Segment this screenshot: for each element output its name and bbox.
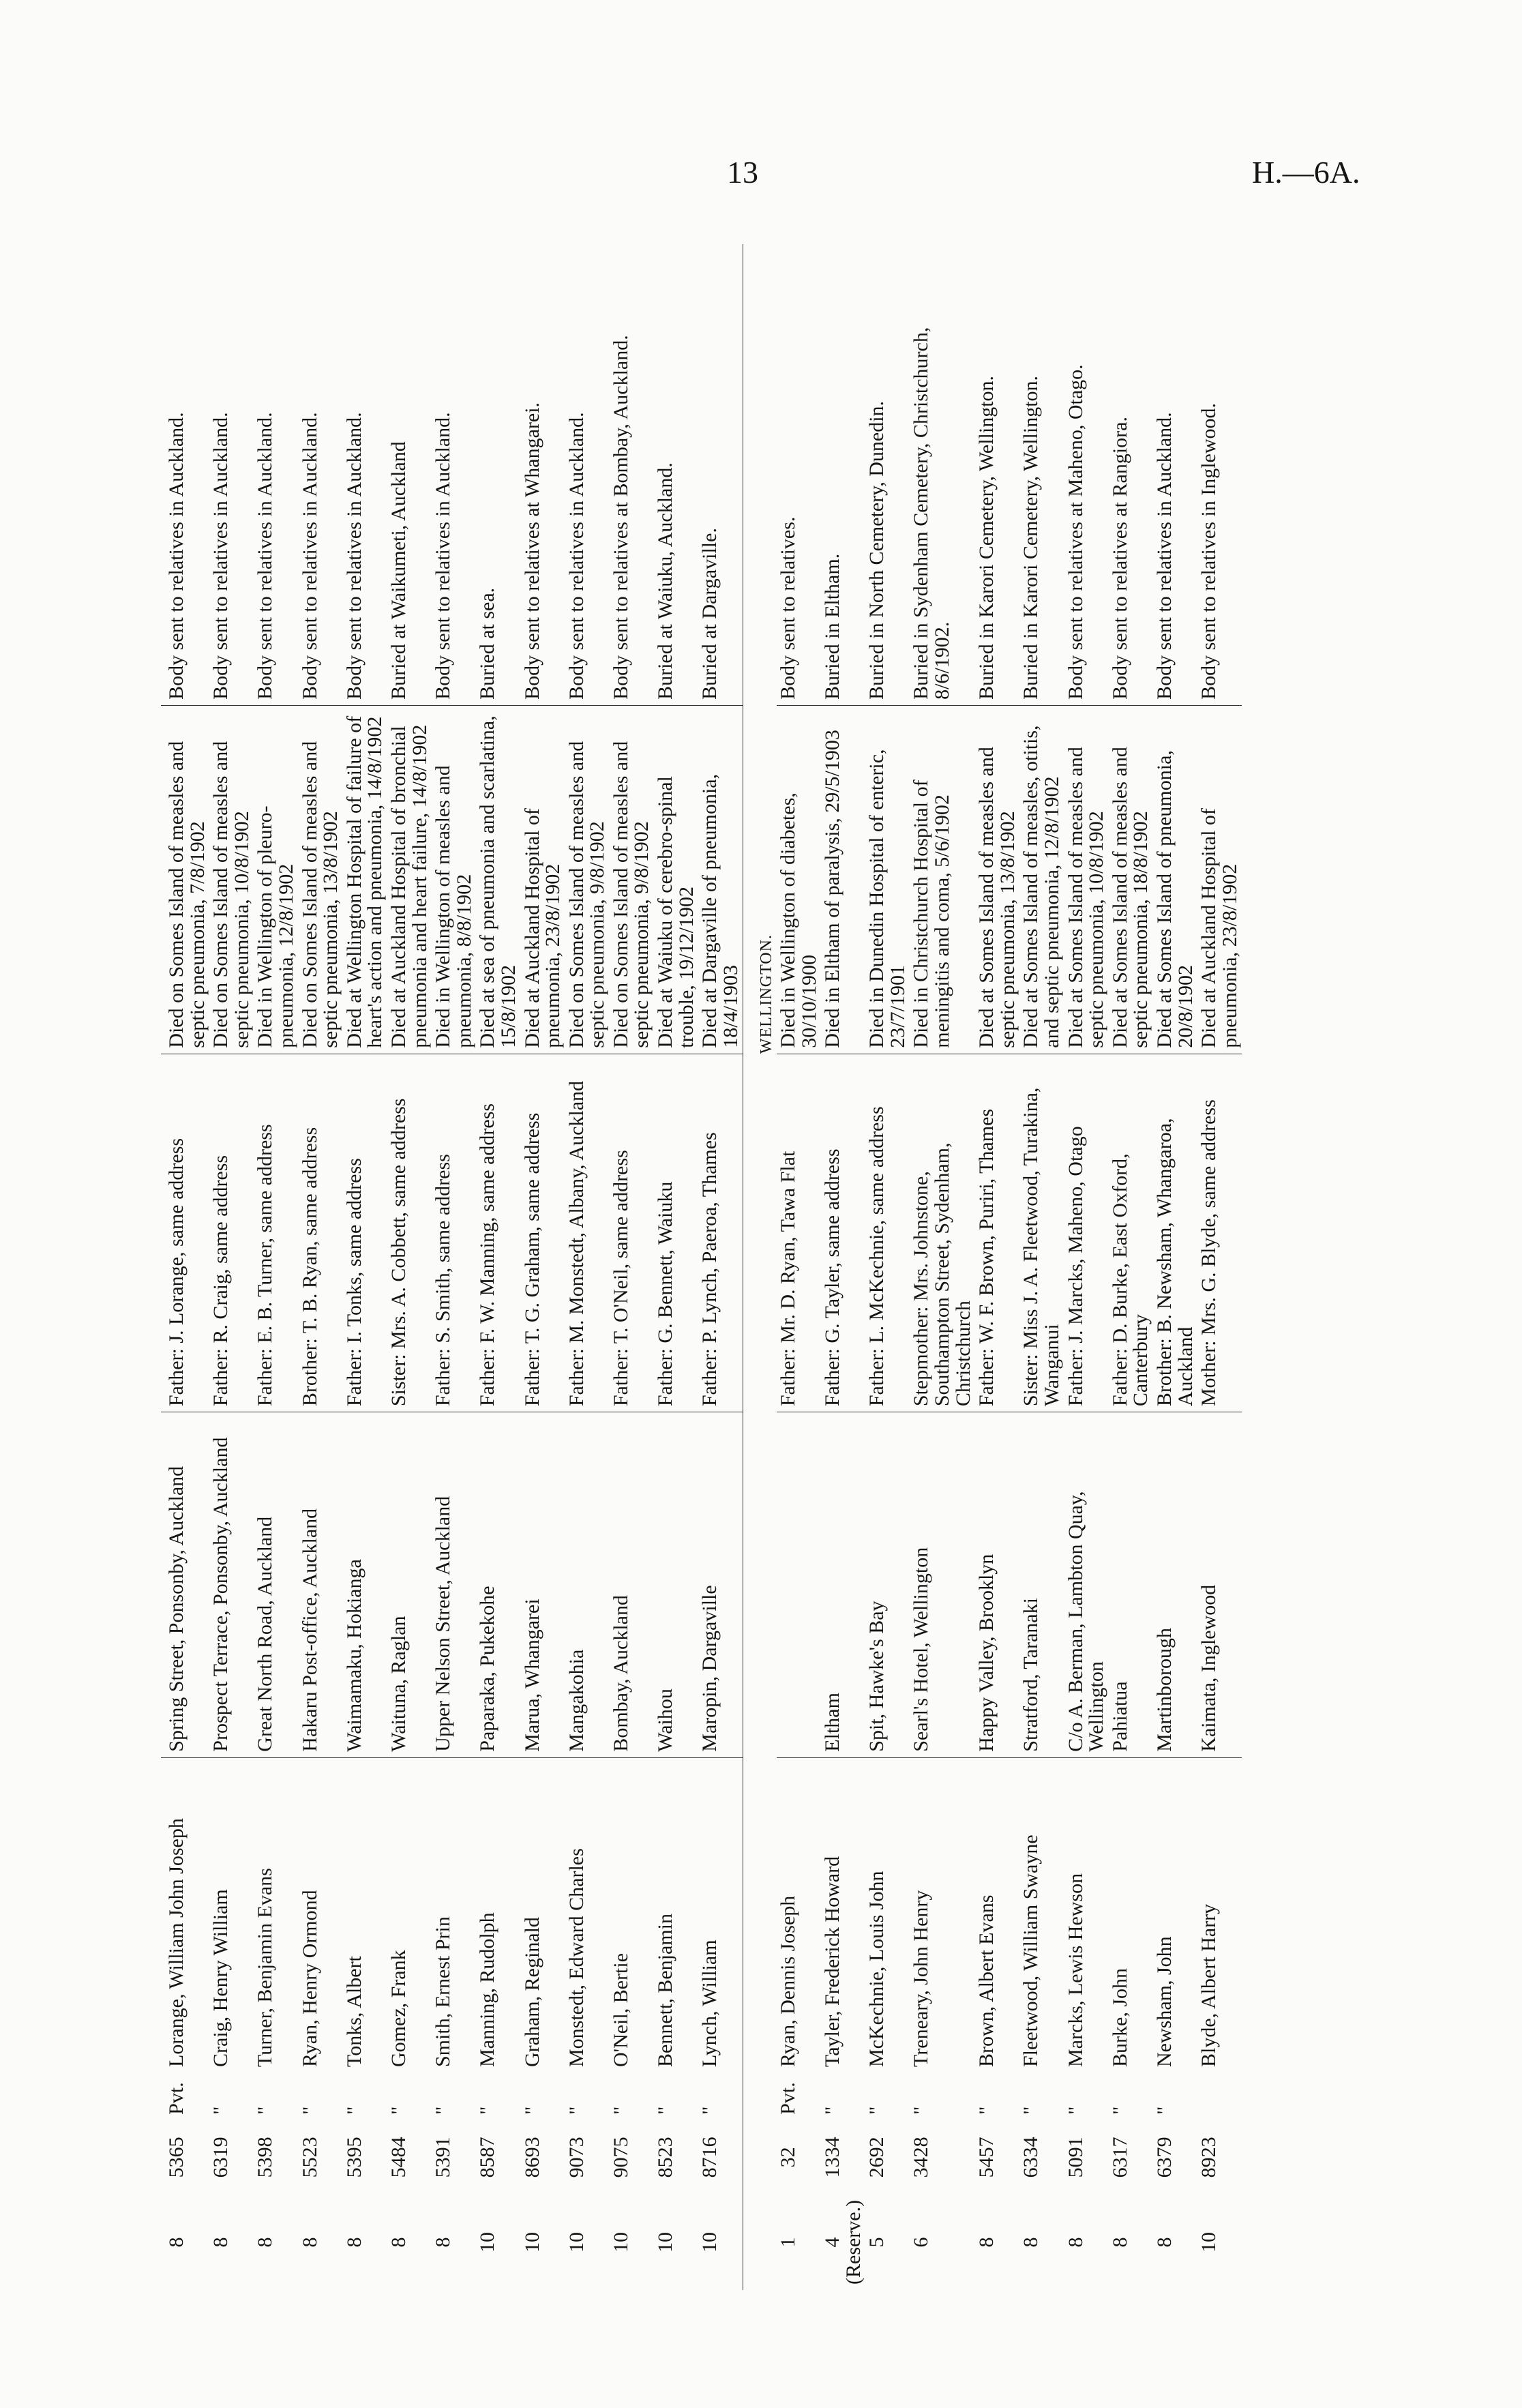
table-row	[777, 244, 821, 2290]
address-cell: C/o A. Berman, Lambton Quay, Wellington	[1064, 1412, 1109, 1758]
rank-cell: Pvt.	[165, 2082, 188, 2115]
cause-of-death-cell: Died on Somes Island of measles and septic pneumonia, 9/8/1902	[610, 705, 654, 1054]
name-cell: Marcks, Lewis Hewson	[1064, 1873, 1087, 2067]
burial-cell: Buried in Karori Cemetery, Wellington.	[1019, 244, 1064, 705]
table-row	[1019, 244, 1064, 2290]
regimental-number-cell: 5398	[254, 2137, 277, 2178]
contingent-cell: 10	[476, 2231, 499, 2253]
rank-cell: "	[342, 2106, 365, 2115]
regimental-number-cell: 3428	[910, 2137, 933, 2178]
regimental-number-cell: 5091	[1064, 2137, 1087, 2178]
regimental-number-cell: 32	[776, 2147, 799, 2168]
rank-cell: Pvt.	[776, 2082, 799, 2115]
regimental-number-cell: 5395	[342, 2137, 365, 2178]
contingent-cell: 6	[910, 2237, 933, 2248]
burial-cell: Body sent to relatives in Auckland.	[432, 244, 476, 705]
regimental-number-cell: 6317	[1108, 2137, 1131, 2178]
rank-cell: "	[609, 2106, 632, 2115]
next-of-kin-cell: Father: S. Smith, same address	[432, 1054, 476, 1412]
rank-cell: "	[476, 2106, 499, 2115]
cause-of-death-cell: Died at Somes Island of measles and septic pneumonia, 13/8/1902	[975, 705, 1019, 1054]
cause-of-death-cell: Died in Christchurch Hospital of meningitis and coma, 5/6/1902	[910, 705, 975, 1054]
regimental-number-cell: 2692	[865, 2137, 889, 2178]
address-cell: Kaimata, Inglewood	[1197, 1412, 1242, 1758]
burial-cell: Buried at Dargaville.	[698, 244, 743, 705]
regimental-number-cell: 6319	[209, 2137, 233, 2178]
next-of-kin-cell: Father: G. Tayler, same address	[821, 1054, 865, 1412]
burial-cell: Buried in North Cemetery, Dunedin.	[865, 244, 910, 705]
next-of-kin-cell: Sister: Miss J. A. Fleetwood, Turakina, Wanganui	[1019, 1054, 1064, 1412]
contingent-cell: 8	[254, 2237, 277, 2248]
cause-of-death-cell: Died in Wellington of measles and pneumonia, 8/8/1902	[432, 705, 476, 1054]
burial-cell: Body sent to relatives in Inglewood.	[1197, 244, 1242, 705]
rank-cell: "	[565, 2106, 588, 2115]
contingent-cell: 8	[1019, 2237, 1043, 2248]
rank-cell: "	[298, 2106, 321, 2115]
table-row	[432, 244, 476, 2290]
cause-of-death-cell: Died at Auckland Hospital of pneumonia, 23/8/1902	[1197, 705, 1242, 1054]
next-of-kin-cell: Father: M. Monstedt, Albany, Auckland	[565, 1054, 610, 1412]
next-of-kin-cell: Father: J. Lorange, same address	[161, 1054, 209, 1412]
table-row	[1197, 244, 1242, 2290]
next-of-kin-cell: Father: T. G. Graham, same address	[521, 1054, 565, 1412]
burial-cell: Buried at Waikumeti, Auckland	[387, 244, 432, 705]
name-cell: Turner, Benjamin Evans	[254, 1868, 277, 2067]
address-cell: Mangakohia	[565, 1412, 610, 1758]
contingent-cell: 8	[387, 2237, 410, 2248]
next-of-kin-cell: Father: F. W. Manning, same address	[476, 1054, 520, 1412]
address-cell: Spring Street, Ponsonby, Auckland	[161, 1412, 209, 1758]
burial-cell: Body sent to relatives at Maheno, Otago.	[1064, 244, 1109, 705]
rotated-table-container	[161, 244, 1351, 2290]
address-cell: Bombay, Auckland	[610, 1412, 654, 1758]
regimental-number-cell: 5484	[387, 2137, 410, 2178]
name-cell: Gomez, Frank	[387, 1950, 410, 2067]
contingent-cell: 8	[432, 2237, 455, 2248]
cause-of-death-cell: Died on Somes Island of measles and septic pneumonia, 7/8/1902	[161, 705, 209, 1054]
regimental-number-cell: 8923	[1197, 2137, 1221, 2178]
contingent-cell: 8	[165, 2237, 188, 2248]
next-of-kin-cell: Father: G. Bennett, Waiuku	[654, 1054, 698, 1412]
cause-of-death-cell: Died at Auckland Hospital of bronchial pneumonia and heart failure, 14/8/1902	[387, 705, 432, 1054]
address-cell: Happy Valley, Brooklyn	[975, 1412, 1019, 1758]
address-cell: Great North Road, Auckland	[254, 1412, 298, 1758]
contingent-cell: 10	[698, 2231, 721, 2253]
table-row	[343, 244, 387, 2290]
contingent-cell: 8	[342, 2237, 365, 2248]
regimental-number-cell: 5391	[432, 2137, 455, 2178]
burial-cell: Body sent to relatives in Auckland.	[209, 244, 254, 705]
regimental-number-cell: 8693	[520, 2137, 543, 2178]
table-row	[610, 244, 654, 2290]
next-of-kin-cell: Father: E. B. Turner, same address	[254, 1054, 298, 1412]
table-row	[209, 244, 254, 2290]
table-row	[975, 244, 1019, 2290]
burial-cell: Body sent to relatives in Auckland.	[161, 244, 209, 705]
name-cell: McKechnie, Louis John	[865, 1871, 889, 2067]
rank-cell: "	[975, 2106, 998, 2115]
cause-of-death-cell: Died at Somes Island of pneumonia, 20/8/1902	[1153, 705, 1197, 1054]
name-cell: Ryan, Henry Ormond	[298, 1890, 321, 2067]
contingent-cell: 1	[776, 2237, 799, 2248]
regimental-number-cell: 8587	[476, 2137, 499, 2178]
rank-cell: "	[910, 2106, 933, 2115]
next-of-kin-cell: Father: T. O'Neil, same address	[610, 1054, 654, 1412]
burial-cell: Body sent to relatives at Bombay, Auckland.	[610, 244, 654, 705]
table-row	[565, 244, 610, 2290]
name-cell: Smith, Ernest Prin	[432, 1916, 455, 2067]
name-cell: Graham, Reginald	[520, 1917, 543, 2067]
table-row	[254, 244, 298, 2290]
section-heading: WELLINGTON.	[758, 934, 776, 1054]
address-cell: Paparaka, Pukekohe	[476, 1412, 520, 1758]
section-heading-block	[743, 244, 777, 2290]
cause-of-death-cell: Died in Wellington of diabetes, 30/10/1900	[777, 705, 821, 1054]
next-of-kin-cell: Sister: Mrs. A. Cobbett, same address	[387, 1054, 432, 1412]
rank-cell: "	[254, 2106, 277, 2115]
cause-of-death-cell: Died at Somes Island of measles and septic pneumonia, 18/8/1902	[1109, 705, 1153, 1054]
burial-cell: Buried at Waiuku, Auckland.	[654, 244, 698, 705]
regimental-number-cell: 5457	[975, 2137, 998, 2178]
rank-cell: "	[821, 2106, 844, 2115]
address-cell: Waimamaku, Hokianga	[343, 1412, 387, 1758]
table-row	[865, 244, 910, 2290]
burial-cell: Body sent to relatives in Auckland.	[1153, 244, 1197, 705]
rank-cell: "	[1153, 2106, 1176, 2115]
name-cell: Blyde, Albert Harry	[1197, 1903, 1221, 2067]
regimental-number-cell: 1334	[821, 2137, 844, 2178]
cause-of-death-cell: Died in Eltham of paralysis, 29/5/1903	[821, 705, 865, 1054]
name-cell: Newsham, John	[1153, 1936, 1176, 2067]
contingent-cell: 8	[209, 2237, 233, 2248]
next-of-kin-cell: Brother: T. B. Ryan, same address	[299, 1054, 343, 1412]
rank-cell: "	[520, 2106, 543, 2115]
table-row	[299, 244, 343, 2290]
next-of-kin-cell: Father: D. Burke, East Oxford, Canterbury	[1109, 1054, 1153, 1412]
burial-cell: Buried in Eltham.	[821, 244, 865, 705]
rank-cell: "	[209, 2106, 233, 2115]
cause-of-death-cell: Died on Somes Island of measles and septic pneumonia, 13/8/1902	[299, 705, 343, 1054]
address-cell: Spit, Hawke's Bay	[865, 1412, 910, 1758]
name-cell: Brown, Albert Evans	[975, 1894, 998, 2067]
regimental-number-cell: 6334	[1019, 2137, 1043, 2178]
burial-cell: Buried in Karori Cemetery, Wellington.	[975, 244, 1019, 705]
regimental-number-cell: 8523	[654, 2137, 677, 2178]
regimental-number-cell: 6379	[1153, 2137, 1176, 2178]
contingent-cell: 10	[1197, 2231, 1221, 2253]
table-row	[1064, 244, 1109, 2290]
address-cell	[777, 1412, 821, 1758]
contingent-cell: 10	[654, 2231, 677, 2253]
next-of-kin-cell: Father: Mr. D. Ryan, Tawa Flat	[777, 1054, 821, 1412]
name-cell: Craig, Henry William	[209, 1889, 233, 2067]
name-cell: Tonks, Albert	[342, 1956, 365, 2067]
contingent-cell: 4 (Reserve.)	[821, 2199, 865, 2285]
next-of-kin-cell: Brother: B. Newsham, Whangaroa, Auckland	[1153, 1054, 1197, 1412]
address-cell: Waihou	[654, 1412, 698, 1758]
cause-of-death-cell: Died at Somes Island of measles, otitis, and septic pneumonia, 12/8/1902	[1019, 705, 1064, 1054]
address-cell: Pahiatua	[1109, 1412, 1153, 1758]
cause-of-death-cell: Died on Somes Island of measles and septic pneumonia, 9/8/1902	[565, 705, 610, 1054]
burial-cell: Buried in Sydenham Cemetery, Christchurch, 8/6/1902.	[910, 244, 975, 705]
regimental-number-cell: 8716	[698, 2137, 721, 2178]
contingent-cell: 8	[975, 2237, 998, 2248]
next-of-kin-cell: Stepmother: Mrs. Johnstone, Southampton Street, Sydenham, Christchurch	[910, 1054, 975, 1412]
rank-cell: "	[432, 2106, 455, 2115]
contingent-cell: 10	[565, 2231, 588, 2253]
address-cell: Eltham	[821, 1412, 865, 1758]
next-of-kin-cell: Father: R. Craig, same address	[209, 1054, 254, 1412]
rank-cell	[1197, 2072, 1242, 2120]
name-cell: Monstedt, Edward Charles	[565, 1848, 588, 2067]
contingent-cell: 8	[1153, 2237, 1176, 2248]
burial-cell: Buried at sea.	[476, 244, 520, 705]
cause-of-death-cell: Died at Wellington Hospital of failure of heart's action and pneumonia, 14/8/1902	[343, 705, 387, 1054]
cause-of-death-cell: Died at Somes Island of measles and septic pneumonia, 10/8/1902	[1064, 705, 1109, 1054]
next-of-kin-cell: Father: P. Lynch, Paeroa, Thames	[698, 1054, 743, 1412]
burial-cell: Body sent to relatives at Whangarei.	[521, 244, 565, 705]
address-cell: Maropin, Dargaville	[698, 1412, 743, 1758]
regimental-number-cell: 9075	[609, 2137, 632, 2178]
rank-cell: "	[1064, 2106, 1087, 2115]
regimental-number-cell: 9073	[565, 2137, 588, 2178]
casualty-table	[161, 244, 1242, 2290]
burial-cell: Body sent to relatives in Auckland.	[254, 244, 298, 705]
name-cell: Treneary, John Henry	[910, 1890, 933, 2067]
address-cell: Searl's Hotel, Wellington	[910, 1412, 975, 1758]
lower-section	[777, 244, 1242, 2290]
regimental-number-cell: 5365	[165, 2137, 188, 2178]
table-row	[161, 244, 209, 2290]
name-cell: O'Neil, Bertie	[609, 1952, 632, 2067]
next-of-kin-cell: Father: J. Marcks, Maheno, Otago	[1064, 1054, 1109, 1412]
upper-section	[161, 244, 743, 2290]
table-row	[910, 244, 975, 2290]
cause-of-death-cell: Died at Waiuku of cerebro-spinal trouble, 19/12/1902	[654, 705, 698, 1054]
burial-cell: Body sent to relatives in Auckland.	[343, 244, 387, 705]
table-row	[476, 244, 520, 2290]
address-cell: Marua, Whangarei	[521, 1412, 565, 1758]
table-row	[698, 244, 743, 2290]
burial-cell: Body sent to relatives at Rangiora.	[1109, 244, 1153, 705]
cause-of-death-cell: Died at Dargaville of pneumonia, 18/4/1903	[698, 705, 743, 1054]
next-of-kin-cell: Father: I. Tonks, same address	[343, 1054, 387, 1412]
next-of-kin-cell: Mother: Mrs. G. Blyde, same address	[1197, 1054, 1242, 1412]
address-cell: Stratford, Taranaki	[1019, 1412, 1064, 1758]
name-cell: Tayler, Frederick Howard	[821, 1856, 844, 2067]
section-heading-row	[749, 244, 776, 2290]
address-cell: Upper Nelson Street, Auckland	[432, 1412, 476, 1758]
rank-cell: "	[654, 2106, 677, 2115]
rank-cell: "	[1019, 2106, 1043, 2115]
section-divider	[743, 244, 749, 2290]
address-cell: Hakaru Post-office, Auckland	[299, 1412, 343, 1758]
cause-of-death-cell: Died on Somes Island of measles and septic pneumonia, 10/8/1902	[209, 705, 254, 1054]
document-reference: H.—6A.	[1252, 155, 1360, 190]
name-cell: Lorange, William John Joseph	[165, 1818, 188, 2067]
next-of-kin-cell: Father: L. McKechnie, same address	[865, 1054, 910, 1412]
name-cell: Ryan, Dennis Joseph	[776, 1895, 799, 2067]
page-number: 13	[727, 155, 758, 190]
rank-cell: "	[698, 2106, 721, 2115]
contingent-cell: 10	[609, 2231, 632, 2253]
table-row	[1109, 244, 1153, 2290]
rank-cell: "	[1108, 2106, 1131, 2115]
contingent-cell: 8	[1064, 2237, 1087, 2248]
name-cell: Lynch, William	[698, 1939, 721, 2067]
contingent-cell: 10	[520, 2231, 543, 2253]
table-row	[521, 244, 565, 2290]
rank-cell: "	[865, 2106, 889, 2115]
cause-of-death-cell: Died in Wellington of pleuro-pneumonia, 12/8/1902	[254, 705, 298, 1054]
contingent-cell: 8	[1108, 2237, 1131, 2248]
table-row	[654, 244, 698, 2290]
cause-of-death-cell: Died in Dunedin Hospital of enteric, 23/7/1901	[865, 705, 910, 1054]
cause-of-death-cell: Died at Auckland Hospital of pneumonia, 23/8/1902	[521, 705, 565, 1054]
name-cell: Fleetwood, William Swayne	[1019, 1834, 1043, 2067]
address-cell: Prospect Terrace, Ponsonby, Auckland	[209, 1412, 254, 1758]
regimental-number-cell: 5523	[298, 2137, 321, 2178]
contingent-cell: 5	[865, 2237, 889, 2248]
burial-cell: Body sent to relatives in Auckland.	[565, 244, 610, 705]
table-row	[821, 244, 865, 2290]
rank-cell: "	[387, 2106, 410, 2115]
cause-of-death-cell: Died at sea of pneumonia and scarlatina, 15/8/1902	[476, 705, 520, 1054]
table-row	[1153, 244, 1197, 2290]
contingent-cell: 8	[298, 2237, 321, 2248]
name-cell: Manning, Rudolph	[476, 1912, 499, 2067]
burial-cell: Body sent to relatives in Auckland.	[299, 244, 343, 705]
name-cell: Burke, John	[1108, 1968, 1131, 2067]
address-cell: Martinborough	[1153, 1412, 1197, 1758]
address-cell: Waituna, Raglan	[387, 1412, 432, 1758]
name-cell: Bennett, Benjamin	[654, 1914, 677, 2067]
next-of-kin-cell: Father: W. F. Brown, Puriri, Thames	[975, 1054, 1019, 1412]
table-row	[387, 244, 432, 2290]
burial-cell: Body sent to relatives.	[777, 244, 821, 705]
